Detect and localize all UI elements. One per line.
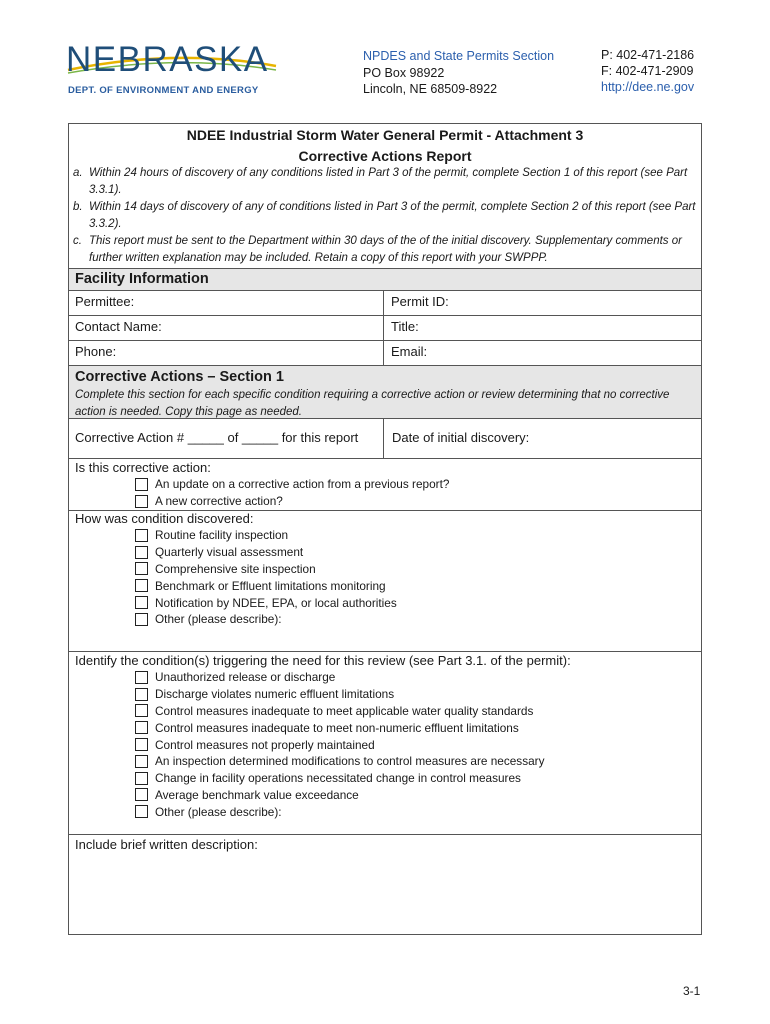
- option-other[interactable]: [135, 611, 397, 628]
- fax-number: F: 402-471-2909: [601, 64, 694, 78]
- option-label: Control measures not properly maintained: [155, 737, 375, 752]
- checkbox[interactable]: [135, 688, 148, 701]
- checkbox[interactable]: [135, 772, 148, 785]
- instructions: [71, 165, 699, 267]
- section-1-instructions: Complete this section for each specific condition requiring a corrective action or review determining that no corrective action is needed. Copy this page as needed.: [75, 389, 670, 418]
- how-discovered-options: [135, 527, 397, 628]
- option-operations-change[interactable]: [135, 770, 545, 787]
- contact-info: [601, 47, 694, 95]
- option-non-numeric-inadequate[interactable]: [135, 719, 545, 736]
- option-routine-inspection[interactable]: [135, 527, 397, 544]
- date-of-discovery-field[interactable]: Date of initial discovery:: [392, 430, 530, 445]
- option-inspection-modifications[interactable]: [135, 753, 545, 770]
- address-line-3: Lincoln, NE 68509-8922: [363, 82, 498, 96]
- option-benchmark-monitoring[interactable]: [135, 577, 397, 594]
- facility-row: [69, 315, 701, 340]
- website-link[interactable]: http://dee.ne.gov: [601, 80, 695, 94]
- option-label: Change in facility operations necessitated change in control measures: [155, 771, 521, 786]
- option-label: Control measures inadequate to meet non-numeric effluent limitations: [155, 720, 519, 735]
- instruction-letter: a.: [73, 167, 83, 179]
- option-label: An update on a corrective action from a previous report?: [155, 477, 450, 492]
- instruction-text: Within 14 days of discovery of any of conditions listed in Part 3 of the permit, complete Section 2 of this report (see Part 3.3.2).: [89, 201, 696, 230]
- checkbox[interactable]: [135, 495, 148, 508]
- option-label: Notification by NDEE, EPA, or local authorities: [155, 595, 397, 610]
- question-how-discovered: How was condition discovered:: [75, 511, 254, 526]
- option-water-quality-inadequate[interactable]: [135, 703, 545, 720]
- mailing-address: [363, 48, 554, 98]
- option-benchmark-exceedance[interactable]: [135, 787, 545, 804]
- checkbox[interactable]: [135, 704, 148, 717]
- option-label: Routine facility inspection: [155, 528, 289, 543]
- option-label: An inspection determined modifications to control measures are necessary: [155, 754, 545, 769]
- triggering-condition-options: [135, 669, 545, 820]
- corrective-action-number-field[interactable]: Corrective Action # _____ of _____ for this report: [69, 419, 384, 458]
- option-notification[interactable]: [135, 594, 397, 611]
- facility-row: [69, 340, 701, 365]
- option-numeric-limit-violation[interactable]: [135, 686, 545, 703]
- checkbox[interactable]: [135, 738, 148, 751]
- action-type-options: [135, 476, 449, 510]
- permittee-field[interactable]: Permittee:: [69, 291, 384, 315]
- instruction-letter: c.: [73, 235, 82, 247]
- option-label: Unauthorized release or discharge: [155, 670, 336, 685]
- corrective-actions-section-heading: [69, 365, 701, 419]
- checkbox[interactable]: [135, 671, 148, 684]
- instruction-item: [71, 233, 699, 267]
- corrective-action-row: [69, 419, 701, 459]
- address-line-2: PO Box 98922: [363, 65, 445, 80]
- option-label: Quarterly visual assessment: [155, 545, 304, 560]
- title-field[interactable]: Title:: [391, 319, 419, 334]
- facility-information-heading: Facility Information: [69, 269, 701, 290]
- divider: [69, 651, 701, 652]
- form-title: NDEE Industrial Storm Water General Permit - Attachment 3: [186, 127, 584, 143]
- logo-subtitle: DEPT. OF ENVIRONMENT AND ENERGY: [68, 85, 259, 96]
- facility-row: [69, 290, 701, 315]
- ndee-logo: [66, 40, 286, 98]
- option-new[interactable]: [135, 493, 449, 510]
- option-label: Discharge violates numeric effluent limitations: [155, 687, 395, 702]
- option-label: Other (please describe):: [155, 612, 282, 627]
- instruction-text: This report must be sent to the Department within 30 days of the of the initial discovery. Supplementary comments or further written explanation may be included. Retain a copy of this report with your SWPPP.: [89, 235, 682, 264]
- instruction-item: [71, 165, 699, 199]
- checkbox[interactable]: [135, 613, 148, 626]
- checkbox[interactable]: [135, 562, 148, 575]
- checkbox[interactable]: [135, 755, 148, 768]
- instruction-text: Within 24 hours of discovery of any conditions listed in Part 3 of the permit, complete Section 1 of this report (see Part 3.3.1).: [89, 167, 688, 196]
- option-not-maintained[interactable]: [135, 736, 545, 753]
- address-line-1: NPDES and State Permits Section: [363, 49, 555, 63]
- title-block: [69, 124, 701, 269]
- phone-field[interactable]: Phone:: [69, 341, 384, 365]
- phone-number: P: 402-471-2186: [601, 48, 695, 62]
- option-unauthorized-release[interactable]: [135, 669, 545, 686]
- report-form: [68, 123, 702, 935]
- instruction-letter: b.: [73, 201, 83, 213]
- checkbox[interactable]: [135, 721, 148, 734]
- option-label: Comprehensive site inspection: [155, 561, 316, 576]
- option-label: Benchmark or Effluent limitations monitoring: [155, 578, 386, 593]
- checkbox[interactable]: [135, 546, 148, 559]
- logo-wordmark: NEBRASKA: [66, 40, 269, 79]
- divider: [69, 834, 701, 835]
- checkbox[interactable]: [135, 579, 148, 592]
- option-label: Control measures inadequate to meet applicable water quality standards: [155, 703, 534, 718]
- checkbox[interactable]: [135, 478, 148, 491]
- question-triggering-conditions: Identify the condition(s) triggering the need for this review (see Part 3.1. of the permit):: [75, 653, 571, 668]
- page-number: 3-1: [683, 984, 701, 998]
- section-1-title: Corrective Actions – Section 1: [75, 369, 284, 385]
- option-quarterly-assessment[interactable]: [135, 544, 397, 561]
- permit-id-field[interactable]: Permit ID:: [391, 294, 449, 309]
- instruction-item: [71, 199, 699, 233]
- option-other-condition[interactable]: [135, 803, 545, 820]
- email-field[interactable]: Email:: [391, 344, 428, 359]
- checkbox[interactable]: [135, 529, 148, 542]
- question-action-type: Is this corrective action:: [75, 460, 211, 475]
- checkbox[interactable]: [135, 788, 148, 801]
- option-comprehensive-inspection[interactable]: [135, 561, 397, 578]
- option-update[interactable]: [135, 476, 449, 493]
- option-label: A new corrective action?: [155, 494, 283, 509]
- written-description-field[interactable]: Include brief written description:: [75, 837, 258, 852]
- checkbox[interactable]: [135, 805, 148, 818]
- option-label: Average benchmark value exceedance: [155, 787, 359, 802]
- option-label: Other (please describe):: [155, 804, 282, 819]
- form-subtitle: Corrective Actions Report: [298, 148, 472, 164]
- checkbox[interactable]: [135, 596, 148, 609]
- contact-name-field[interactable]: Contact Name:: [69, 316, 384, 340]
